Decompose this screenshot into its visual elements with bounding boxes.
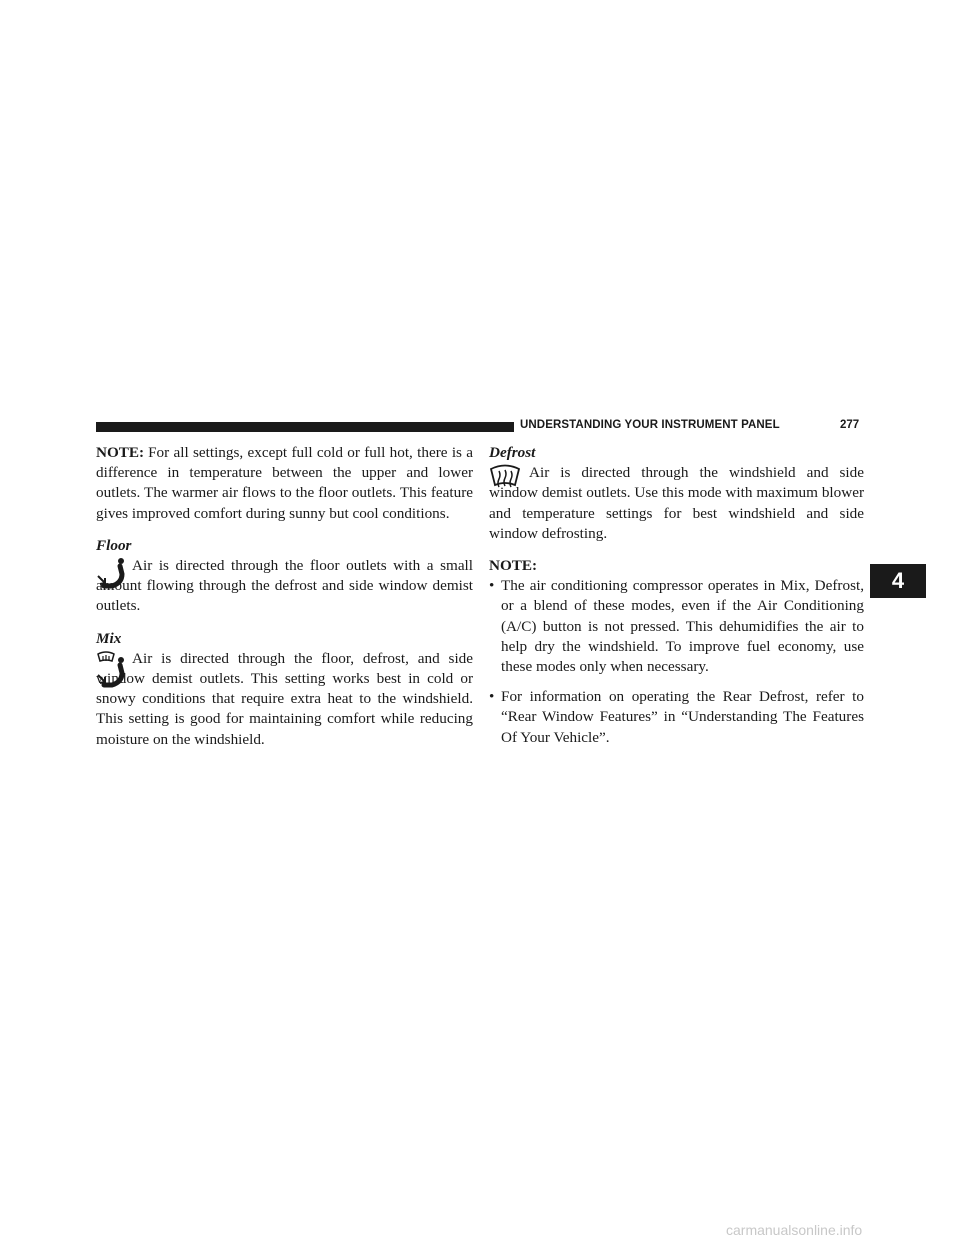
chapter-tab: 4 [870, 564, 926, 598]
mix-section [96, 649, 473, 750]
mix-mode-icon [96, 649, 126, 687]
defrost-text: Air is directed through the windshield and side window demist outlets. Use this mode with maximum blower and temperature settings for best windshield and side window defrosting. [489, 464, 864, 542]
defrost-section [489, 463, 864, 544]
mix-heading: Mix [96, 629, 122, 647]
note-paragraph [96, 443, 473, 524]
list-item: • For information on operating the Rear Defrost, refer to “Rear Window Features” in “Understanding The Features Of Your Vehicle”. [489, 687, 864, 748]
floor-heading: Floor [96, 536, 132, 554]
defrost-heading: Defrost [489, 444, 536, 461]
note-heading: NOTE: [489, 557, 538, 575]
note-text: For all settings, except full cold or full hot, there is a difference in temperature between the upper and lower outlets. The warmer air flows to the floor outlets. This feature gives improved comfort during sunny but cool conditions. [96, 444, 473, 522]
list-item: • The air conditioning compressor operates in Mix, Defrost, or a blend of these modes, even if the Air Conditioning (A/C) button is not pressed. This dehumidifies the air to help dry the windshield. To improve fuel economy, use these modes only when necessary. [489, 576, 864, 677]
note-list [489, 576, 864, 748]
mix-text: Air is directed through the floor, defrost, and side window demist outlets. This setting works best in cold or snowy conditions that require extra heat to the windshield. This setting is good for maintaining comfort while reducing moisture on the windshield. [96, 649, 473, 748]
note-label: NOTE: [96, 444, 145, 461]
floor-section [96, 556, 473, 617]
floor-mode-icon [96, 556, 126, 594]
page-number: 277 [840, 419, 860, 431]
header-rule [96, 422, 514, 432]
defrost-mode-icon [489, 463, 519, 501]
section-title: UNDERSTANDING YOUR INSTRUMENT PANEL [520, 419, 780, 431]
left-column [96, 443, 473, 750]
watermark: carmanualsonline.info [726, 1222, 863, 1238]
floor-text: Air is directed through the floor outlets with a small amount flowing through the defrost and side window demist outlets. [96, 557, 473, 615]
right-column [489, 443, 864, 748]
